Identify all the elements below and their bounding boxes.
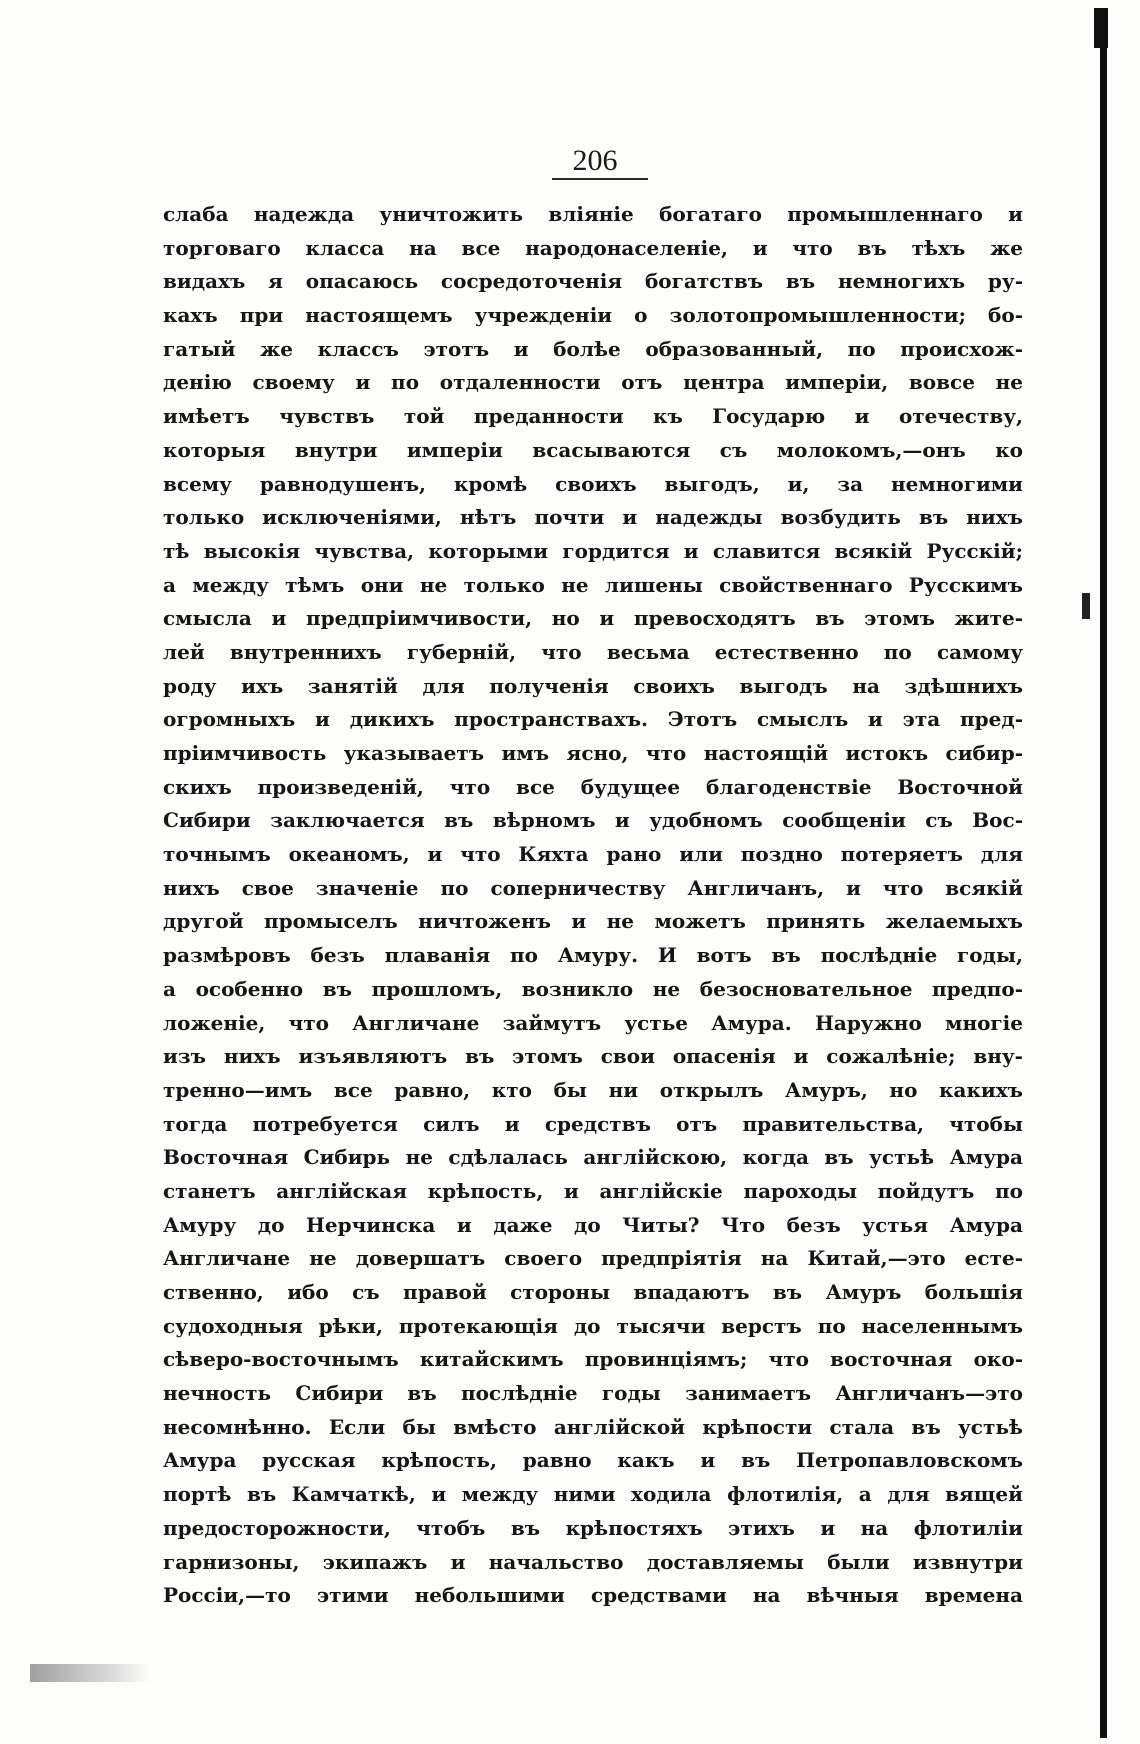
text-line: слаба надежда уничтожить вліяніе богатаго промышленнаго и bbox=[163, 202, 1023, 226]
text-line: ложеніе, что Англичане займутъ устье Амура. Наружно многіе bbox=[163, 1010, 1023, 1035]
text-line: видахъ я опасаюсь сосредоточенія богатствъ въ немногихъ ру- bbox=[163, 269, 1023, 294]
text-line: изъ нихъ изъявляютъ въ этомъ свои опасенія и сожалѣніе; вну- bbox=[163, 1044, 1023, 1069]
text-line: скихъ произведеній, что все будущее благоденствіе Восточной bbox=[163, 774, 1023, 799]
text-line: предосторожности, чтобъ въ крѣпостяхъ этихъ и на флотиліи bbox=[163, 1515, 1023, 1540]
text-line: кахъ при настоящемъ учрежденіи о золотопромышленности; бо- bbox=[163, 303, 1023, 328]
text-line: ственно, ибо съ правой стороны впадаютъ въ Амуръ большія bbox=[163, 1280, 1023, 1304]
text-line: точнымъ океаномъ, и что Кяхта рано или поздно потеряетъ для bbox=[163, 842, 1023, 867]
text-line: гарнизоны, экипажъ и начальство доставляемы были извнутри bbox=[163, 1549, 1023, 1574]
text-line: другой промыселъ ничтоженъ и не можетъ принять желаемыхъ bbox=[163, 909, 1023, 934]
text-line: всему равнодушенъ, кромѣ своихъ выгодъ, и, за немногими bbox=[163, 471, 1023, 496]
text-line: только исключеніями, нѣтъ почти и надежды возбудить въ нихъ bbox=[163, 505, 1023, 530]
body-text bbox=[163, 198, 1023, 1613]
text-line: Амуру до Нерчинска и даже до Читы? Что безъ устья Амура bbox=[163, 1212, 1023, 1237]
text-line: роду ихъ занятій для полученія своихъ выгодъ на здѣшнихъ bbox=[163, 673, 1023, 698]
text-line: Россіи,—то этими небольшими средствами на вѣчныя времена bbox=[163, 1583, 1023, 1608]
binding-edge bbox=[1100, 8, 1107, 1738]
text-line: гатый же классъ этотъ и болѣе образованный, по происхож- bbox=[163, 336, 1023, 361]
scan-mark bbox=[1082, 593, 1090, 619]
text-line: а особенно въ прошломъ, возникло не безосновательное предпо- bbox=[163, 976, 1023, 1001]
text-line: портѣ въ Камчаткѣ, и между ними ходила флотилія, а для вящей bbox=[163, 1482, 1023, 1507]
text-line: Амура русская крѣпость, равно какъ и въ Петропавловскомъ bbox=[163, 1448, 1023, 1473]
page-number-rule bbox=[552, 178, 648, 180]
text-line: нечность Сибири въ послѣдніе годы занимаетъ Англичанъ—это bbox=[163, 1381, 1023, 1406]
text-line: смысла и предпріимчивости, но и превосходятъ въ этомъ жите- bbox=[163, 606, 1023, 631]
text-line: денію своему и по отдаленности отъ центра имперіи, вовсе не bbox=[163, 370, 1023, 395]
scan-mark-bottom bbox=[30, 1664, 150, 1682]
text-line: Восточная Сибирь не сдѣлалась англійскою, когда въ устьѣ Амура bbox=[163, 1145, 1023, 1170]
text-line: тренно—имъ все равно, кто бы ни открылъ Амуръ, но какихъ bbox=[163, 1077, 1023, 1102]
text-line: сѣверо-восточнымъ китайскимъ провинціямъ; что восточная око- bbox=[163, 1347, 1023, 1372]
text-line: имѣетъ чувствъ той преданности къ Государю и отечеству, bbox=[163, 404, 1023, 429]
text-line: Сибири заключается въ вѣрномъ и удобномъ сообщеніи съ Вос- bbox=[163, 808, 1023, 833]
text-line: станетъ англійская крѣпость, и англійскіе пароходы пойдутъ по bbox=[163, 1178, 1023, 1203]
text-line: лей внутреннихъ губерній, что весьма естественно по самому bbox=[163, 639, 1023, 664]
text-line: нихъ свое значеніе по соперничеству Англичанъ, и что всякій bbox=[163, 875, 1023, 900]
text-line: а между тѣмъ они не только не лишены свойственнаго Русскимъ bbox=[163, 572, 1023, 597]
page-number: 206 bbox=[572, 144, 618, 177]
text-line: торговаго класса на все народонаселеніе, и что въ тѣхъ же bbox=[163, 235, 1023, 260]
text-line: тогда потребуется силъ и средствъ отъ правительства, чтобы bbox=[163, 1111, 1023, 1136]
text-line: пріимчивость указываетъ имъ ясно, что настоящій истокъ сибир- bbox=[163, 741, 1023, 765]
text-line: несомнѣнно. Если бы вмѣсто англійской крѣпости стала въ устьѣ bbox=[163, 1414, 1023, 1439]
text-line: размѣровъ безъ плаванія по Амуру. И вотъ въ послѣдніе годы, bbox=[163, 943, 1023, 968]
text-line: Англичане не довершатъ своего предпріятія на Китай,—это есте- bbox=[163, 1246, 1023, 1271]
text-line: тѣ высокія чувства, которыми гордится и славится всякій Русскій; bbox=[163, 538, 1023, 563]
text-line: которыя внутри имперіи всасываются съ молокомъ,—онъ ко bbox=[163, 437, 1023, 462]
text-line: судоходныя рѣки, протекающія до тысячи верстъ по населеннымъ bbox=[163, 1313, 1023, 1338]
text-line: огромныхъ и дикихъ пространствахъ. Этотъ смыслъ и эта пред- bbox=[163, 707, 1023, 732]
